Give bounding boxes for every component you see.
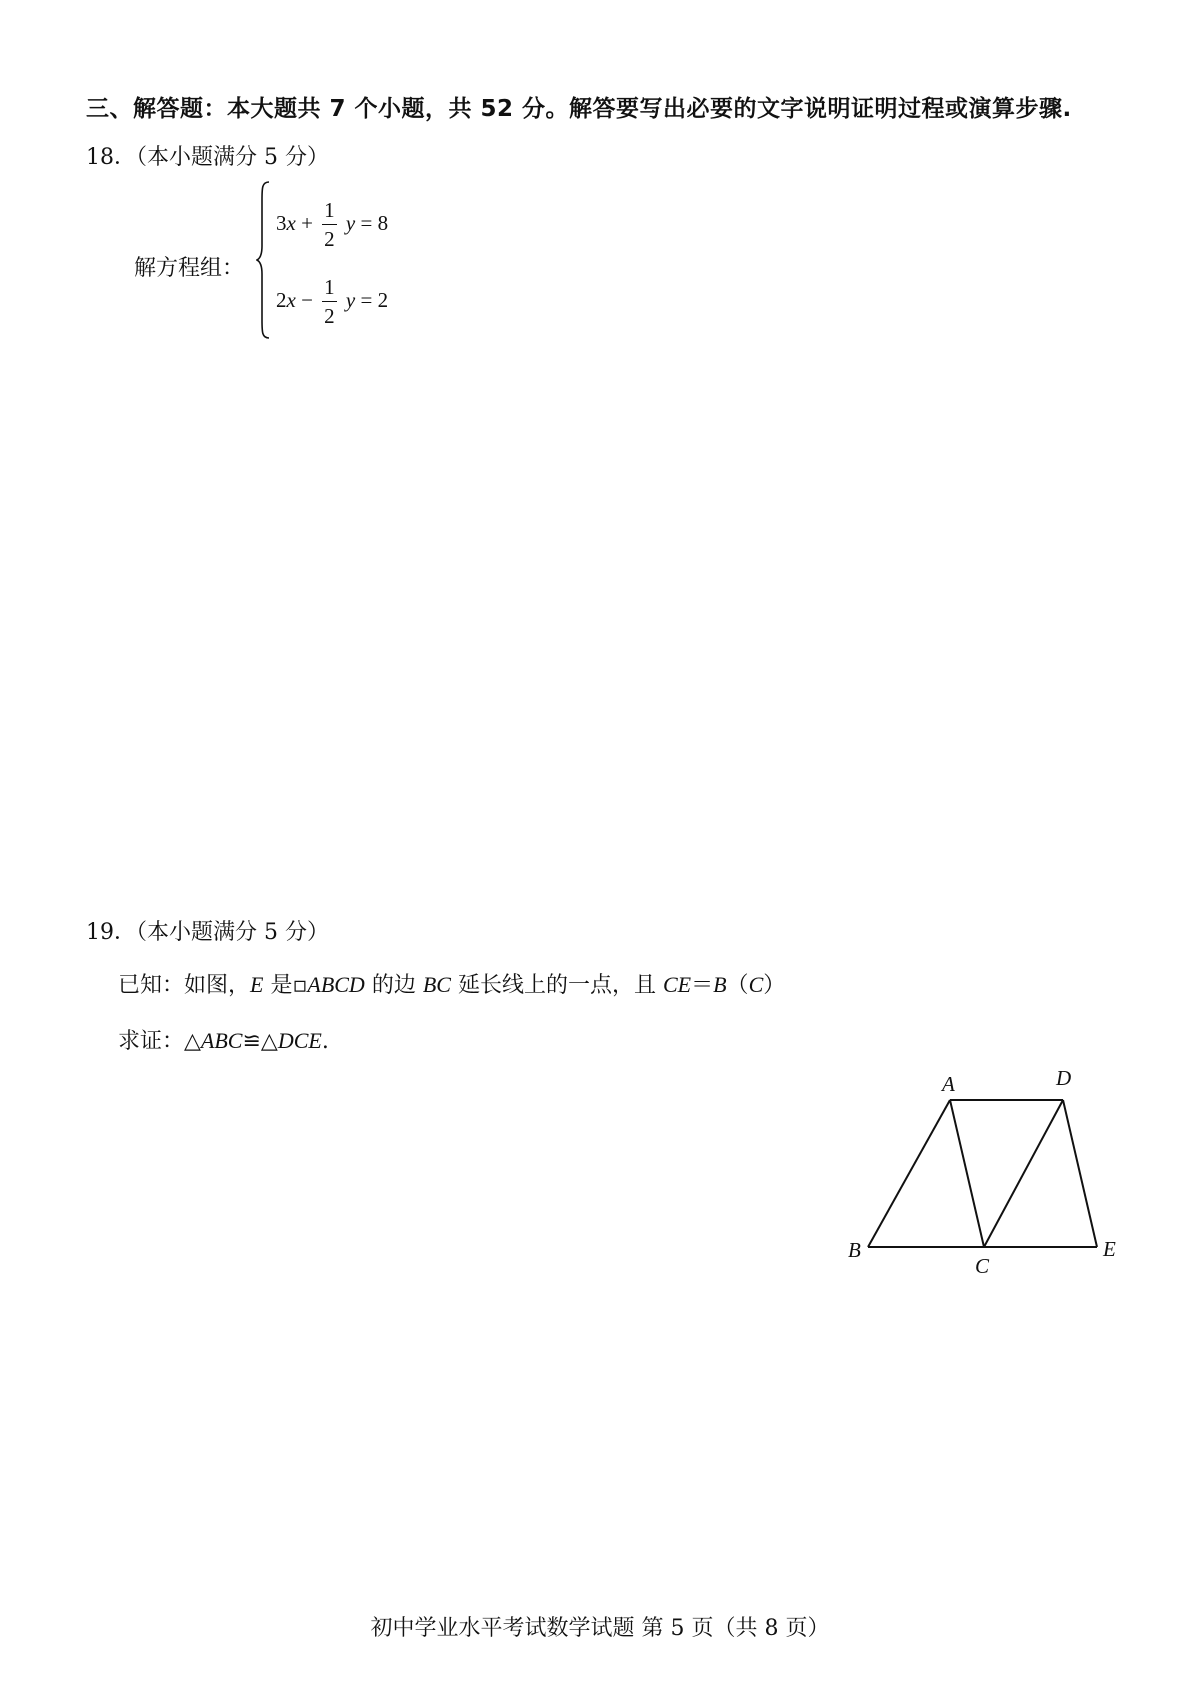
given-var-c: C xyxy=(748,972,764,997)
prove-text-3: . xyxy=(321,1029,329,1054)
question-18-header: 18．（本小题满分 5 分） xyxy=(86,145,329,170)
eq2-var-x: x xyxy=(286,287,296,312)
label-d: D xyxy=(1056,1066,1072,1090)
eq2-denominator: 2 xyxy=(324,304,335,328)
eq1-lead: 3 xyxy=(276,210,287,235)
given-text-1: 已知：如图， xyxy=(118,973,251,998)
given-text-5: ＝ xyxy=(691,973,714,998)
given-var-abcd: ABCD xyxy=(307,972,365,997)
eq1-var-y: y xyxy=(345,210,356,235)
question-19-given xyxy=(118,968,785,999)
eq1-operator: + xyxy=(301,210,313,235)
segment-ac xyxy=(950,1100,984,1247)
prove-triangle-dce: DCE xyxy=(277,1028,322,1053)
eq2-fraction xyxy=(322,277,337,327)
given-text-2: 是▫ xyxy=(263,973,308,998)
prove-triangle-abc: △ABC xyxy=(184,1028,243,1053)
question-19-prove xyxy=(118,1024,329,1055)
label-c: C xyxy=(975,1254,990,1278)
prove-text-1: 求证： xyxy=(118,1029,185,1054)
label-b: B xyxy=(848,1238,861,1262)
eq2-operator: − xyxy=(301,287,313,312)
system-brace-icon xyxy=(256,180,270,340)
given-var-ce: CE xyxy=(662,972,692,997)
given-var-bc: BC xyxy=(422,972,451,997)
given-text-4: 延长线上的一点，且 xyxy=(450,973,663,998)
section-title: 三、解答题：本大题共 7 个小题，共 52 分。解答要写出必要的文字说明证明过程或演算步骤. xyxy=(86,96,1072,122)
eq1-numerator: 1 xyxy=(322,200,337,225)
given-text-3: 的边 xyxy=(364,973,423,998)
given-text-6: （ xyxy=(726,973,749,998)
eq1-rhs: = 8 xyxy=(360,210,389,235)
equation-2 xyxy=(276,277,388,327)
page-footer: 初中学业水平考试数学试题 第 5 页（共 8 页） xyxy=(370,1616,830,1641)
label-e: E xyxy=(1103,1237,1116,1261)
equation-1 xyxy=(276,200,388,250)
eq2-numerator: 1 xyxy=(322,277,337,302)
eq2-var-y: y xyxy=(345,287,356,312)
eq2-lead: 2 xyxy=(276,287,287,312)
eq2-rhs: = 2 xyxy=(360,287,389,312)
eq1-var-x: x xyxy=(286,210,296,235)
parallelogram-figure xyxy=(840,1060,1140,1280)
segment-cd xyxy=(984,1100,1063,1247)
given-text-7: ） xyxy=(763,973,786,998)
eq1-fraction xyxy=(322,200,337,250)
label-a: A xyxy=(942,1072,955,1096)
given-var-b: B xyxy=(713,972,727,997)
segment-ab xyxy=(868,1100,950,1247)
segment-de xyxy=(1063,1100,1097,1247)
eq1-denominator: 2 xyxy=(324,227,335,251)
given-var-e: E xyxy=(250,972,264,997)
prove-text-2: ≌△ xyxy=(242,1029,278,1054)
question-19-header: 19．（本小题满分 5 分） xyxy=(86,920,329,945)
question-18-prompt: 解方程组： xyxy=(134,256,245,281)
